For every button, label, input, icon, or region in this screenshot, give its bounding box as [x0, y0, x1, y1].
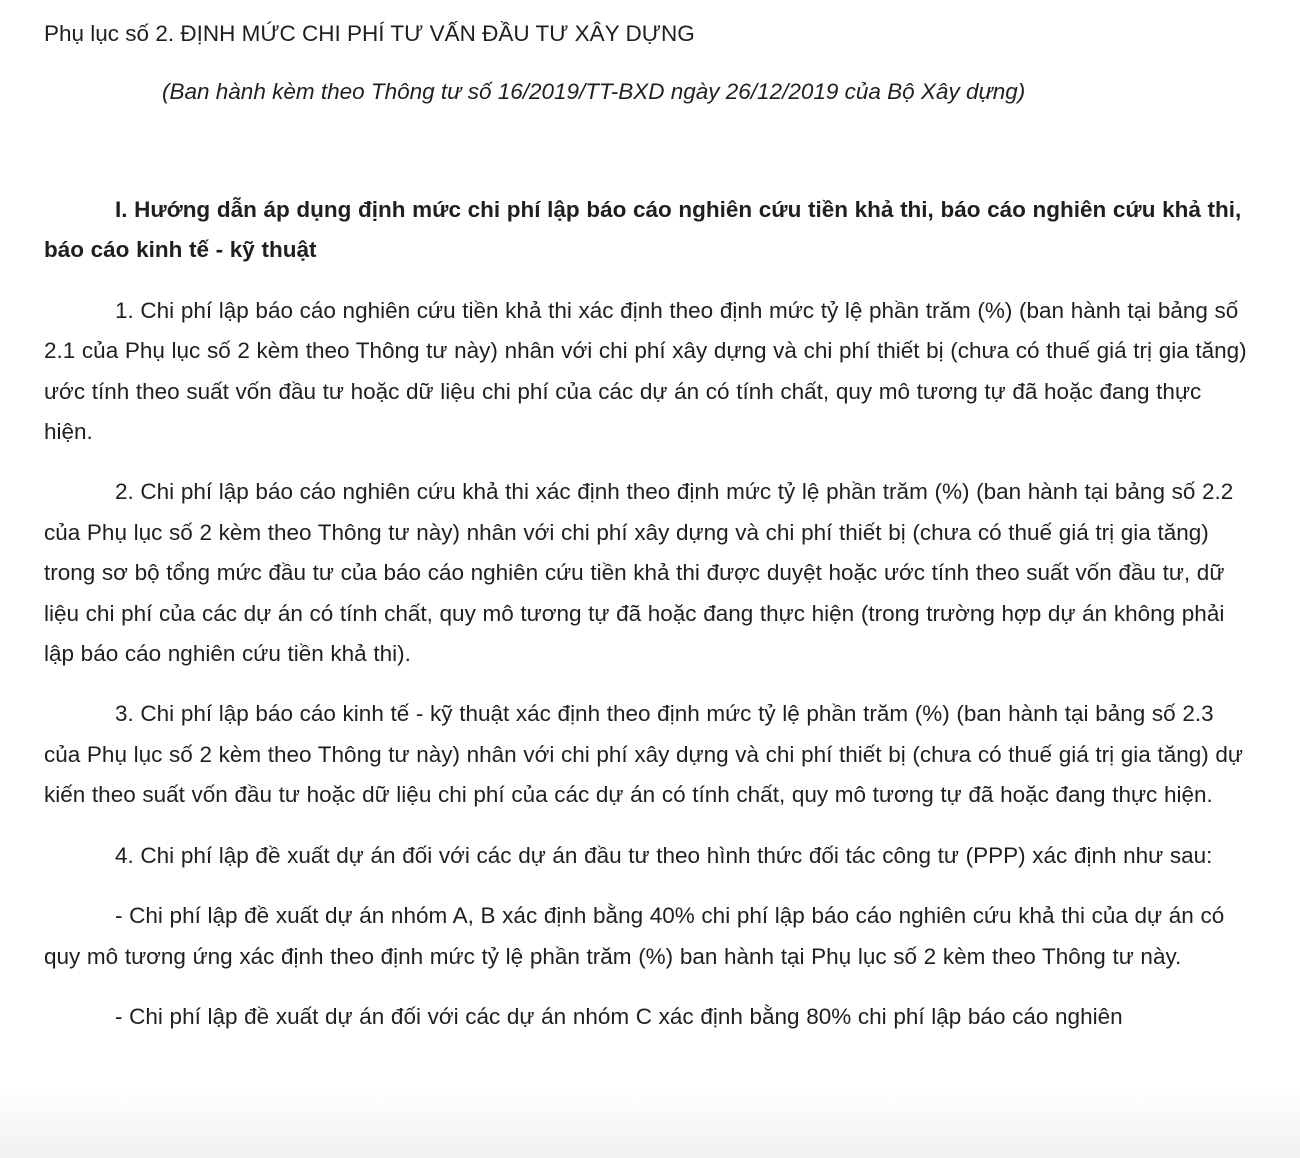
issuance-note: (Ban hành kèm theo Thông tư số 16/2019/TT-BXD ngày 26/12/2019 của Bộ Xây dựng)	[162, 79, 1026, 104]
paragraph-2: 2. Chi phí lập báo cáo nghiên cứu khả thi xác định theo định mức tỷ lệ phần trăm (%) (ban hành tại bảng số 2.2 của Phụ lục số 2 kèm theo Thông tư này) nhân với chi phí xây dựng và chi phí thiết bị (chưa có thuế giá trị gia tăng) trong sơ bộ tổng mức đầu tư của báo cáo nghiên cứu tiền khả thi được duyệt hoặc ước tính theo suất vốn đầu tư, dữ liệu chi phí của các dự án có tính chất, quy mô tương tự đã hoặc đang thực hiện (trong trường hợp dự án không phải lập báo cáo nghiên cứu tiền khả thi).	[44, 479, 1234, 667]
appendix-title: Phụ lục số 2. ĐỊNH MỨC CHI PHÍ TƯ VẤN ĐẦU TƯ XÂY DỰNG	[44, 21, 695, 46]
document-body	[44, 190, 1256, 1057]
bullet-group-c: - Chi phí lập đề xuất dự án đối với các dự án nhóm C xác định bằng 80% chi phí lập báo cáo nghiên	[115, 1003, 1123, 1029]
bottom-fade-overlay	[0, 1088, 1300, 1158]
paragraph-1: 1. Chi phí lập báo cáo nghiên cứu tiền khả thi xác định theo định mức tỷ lệ phần trăm (%) (ban hành tại bảng số 2.1 của Phụ lục số 2 kèm theo Thông tư này) nhân với chi phí xây dựng và chi phí thiết bị (chưa có thuế giá trị gia tăng) ước tính theo suất vốn đầu tư hoặc dữ liệu chi phí của các dự án có tính chất, quy mô tương tự đã hoặc đang thực hiện.	[44, 297, 1247, 445]
paragraph-3: 3. Chi phí lập báo cáo kinh tế - kỹ thuật xác định theo định mức tỷ lệ phần trăm (%) (ban hành tại bảng số 2.3 của Phụ lục số 2 kèm theo Thông tư này) nhân với chi phí xây dựng và chi phí thiết bị (chưa có thuế giá trị gia tăng) dự kiến theo suất vốn đầu tư hoặc dữ liệu chi phí của các dự án có tính chất, quy mô tương tự đã hoặc đang thực hiện.	[44, 701, 1243, 808]
bullet-group-a-b: - Chi phí lập đề xuất dự án nhóm A, B xác định bằng 40% chi phí lập báo cáo nghiên cứu khả thi của dự án có quy mô tương ứng xác định theo định mức tỷ lệ phần trăm (%) ban hành tại Phụ lục số 2 kèm theo Thông tư này.	[44, 903, 1225, 969]
paragraph-4: 4. Chi phí lập đề xuất dự án đối với các dự án đầu tư theo hình thức đối tác công tư (PPP) xác định như sau:	[115, 842, 1213, 868]
section-heading: I. Hướng dẫn áp dụng định mức chi phí lập báo cáo nghiên cứu tiền khả thi, báo cáo nghiên cứu khả thi, báo cáo kinh tế - kỹ thuật	[44, 197, 1242, 263]
